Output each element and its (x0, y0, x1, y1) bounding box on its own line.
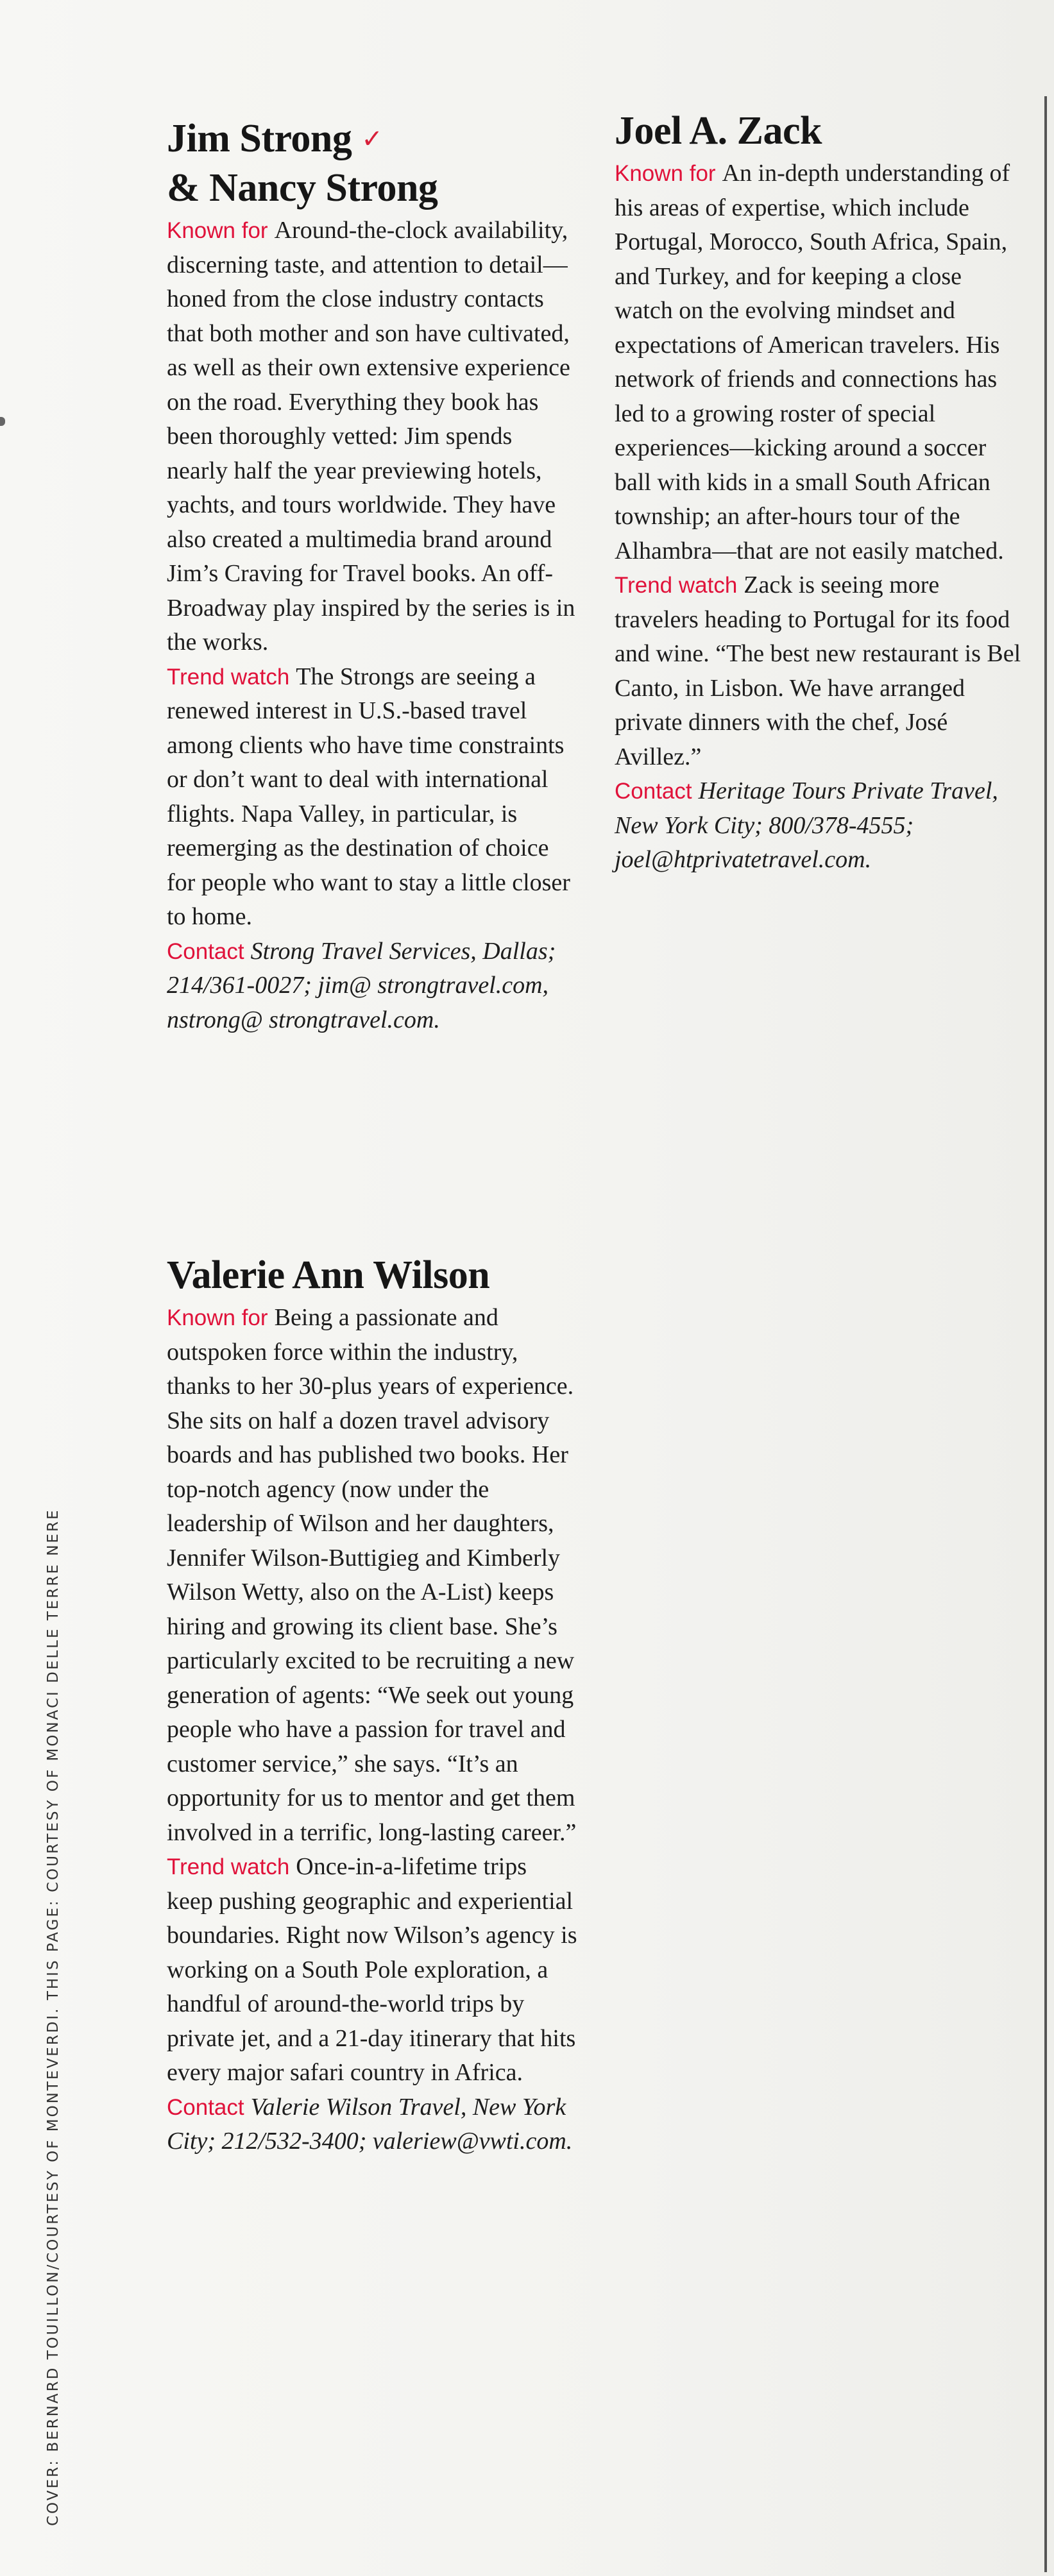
contact-label: Contact (167, 2094, 244, 2120)
photo-credit: COVER: BERNARD TOUILLON/COURTESY OF MONTEVERDI. THIS PAGE: COURTESY OF MONACI DELLE TERRE NERE (45, 1508, 62, 2526)
known-for-paragraph (615, 157, 1025, 568)
known-for-text: Around-the-clock availability, discerning taste, and attention to detail—honed from the close industry contacts that both mother and son have cultivated, as well as their own extensive experience on the road. Everything they book has been thoroughly vetted: Jim spends nearly half the year previewing hotels, yachts, and tours worldwide. They have also created a multimedia brand around Jim’s Craving for Travel books. An off-Broadway play inspired by the series is in the works. (167, 217, 575, 656)
profile-wilson (167, 1251, 577, 2159)
known-for-paragraph (167, 214, 577, 660)
contact-paragraph (167, 2090, 577, 2159)
trend-watch-label: Trend watch (167, 664, 290, 690)
contact-text: Strong Travel Services, Dallas; 214/361-0027; jim@ strongtravel.com, nstrong@ strongtravel.com. (167, 937, 556, 1033)
profile-zack (615, 106, 1025, 877)
contact-paragraph (615, 774, 1025, 877)
trend-watch-paragraph (167, 660, 577, 935)
check-icon: ✓ (361, 124, 383, 154)
contact-text: Heritage Tours Private Travel, New York City; 800/378-4555; joel@htprivatetravel.com. (615, 777, 998, 873)
profile-name: Joel A. Zack (615, 109, 822, 153)
contact-paragraph (167, 935, 577, 1038)
name-line-1: Jim Strong (167, 117, 352, 160)
binding-mark (0, 417, 5, 426)
trend-watch-text: Once-in-a-lifetime trips keep pushing geographic and experiential boundaries. Right now Wilson’s agency is working on a South Pole exploration, a handful of around-the-world trips by private jet, and a 21-day itinerary that hits every major safari country in Africa. (167, 1853, 577, 2086)
known-for-text: Being a passionate and outspoken force within the industry, thanks to her 30-plus years of experience. She sits on half a dozen travel advisory boards and has published two books. Her top-notch agency (now under the leadership of Wilson and her daughters, Jennifer Wilson-Buttigieg and Kimberly Wilson Wetty, also on the A-List) keeps hiring and growing its client base. She’s particularly excited to be recruiting a new generation of agents: “We seek out young people who have a passion for travel and customer service,” she says. “It’s an opportunity for us to mentor and get them involved in a terrific, long-lasting career.” (167, 1304, 577, 1846)
trend-watch-label: Trend watch (167, 1854, 290, 1879)
known-for-text: An in-depth understanding of his areas of expertise, which include Portugal, Morocco, South Africa, Spain, and Turkey, and for keeping a close watch on the evolving mindset and expectations of American travelers. His network of friends and connections has led to a growing roster of special experiences—kicking around a soccer ball with kids in a small South African township; an after-hours tour of the Alhambra—that are not easily matched. (615, 160, 1010, 564)
known-for-label: Known for (615, 161, 716, 186)
trend-watch-label: Trend watch (615, 573, 738, 598)
contact-label: Contact (615, 779, 692, 804)
known-for-label: Known for (167, 218, 268, 243)
contact-text: Valerie Wilson Travel, New York City; 212/532-3400; valeriew@vwti.com. (167, 2093, 573, 2155)
profile-name (167, 114, 577, 212)
profile-strong (167, 114, 577, 1037)
known-for-label: Known for (167, 1305, 268, 1330)
trend-watch-text: Zack is seeing more travelers heading to Portugal for its food and wine. “The best new restaurant is Bel Canto, in Lisbon. We have arranged private dinners with the chef, José Avillez.” (615, 572, 1021, 770)
name-line-2: & Nancy Strong (167, 166, 438, 210)
trend-watch-paragraph (615, 568, 1025, 774)
known-for-paragraph (167, 1301, 577, 1850)
trend-watch-text: The Strongs are seeing a renewed interest in U.S.-based travel among clients who have time constraints or don’t want to deal with international flights. Napa Valley, in particular, is reemerging as the destination of choice for people who want to stay a little closer to home. (167, 663, 570, 930)
profile-name: Valerie Ann Wilson (167, 1253, 490, 1297)
page-edge (1044, 96, 1047, 2572)
contact-label: Contact (167, 938, 244, 964)
trend-watch-paragraph (167, 1850, 577, 2090)
